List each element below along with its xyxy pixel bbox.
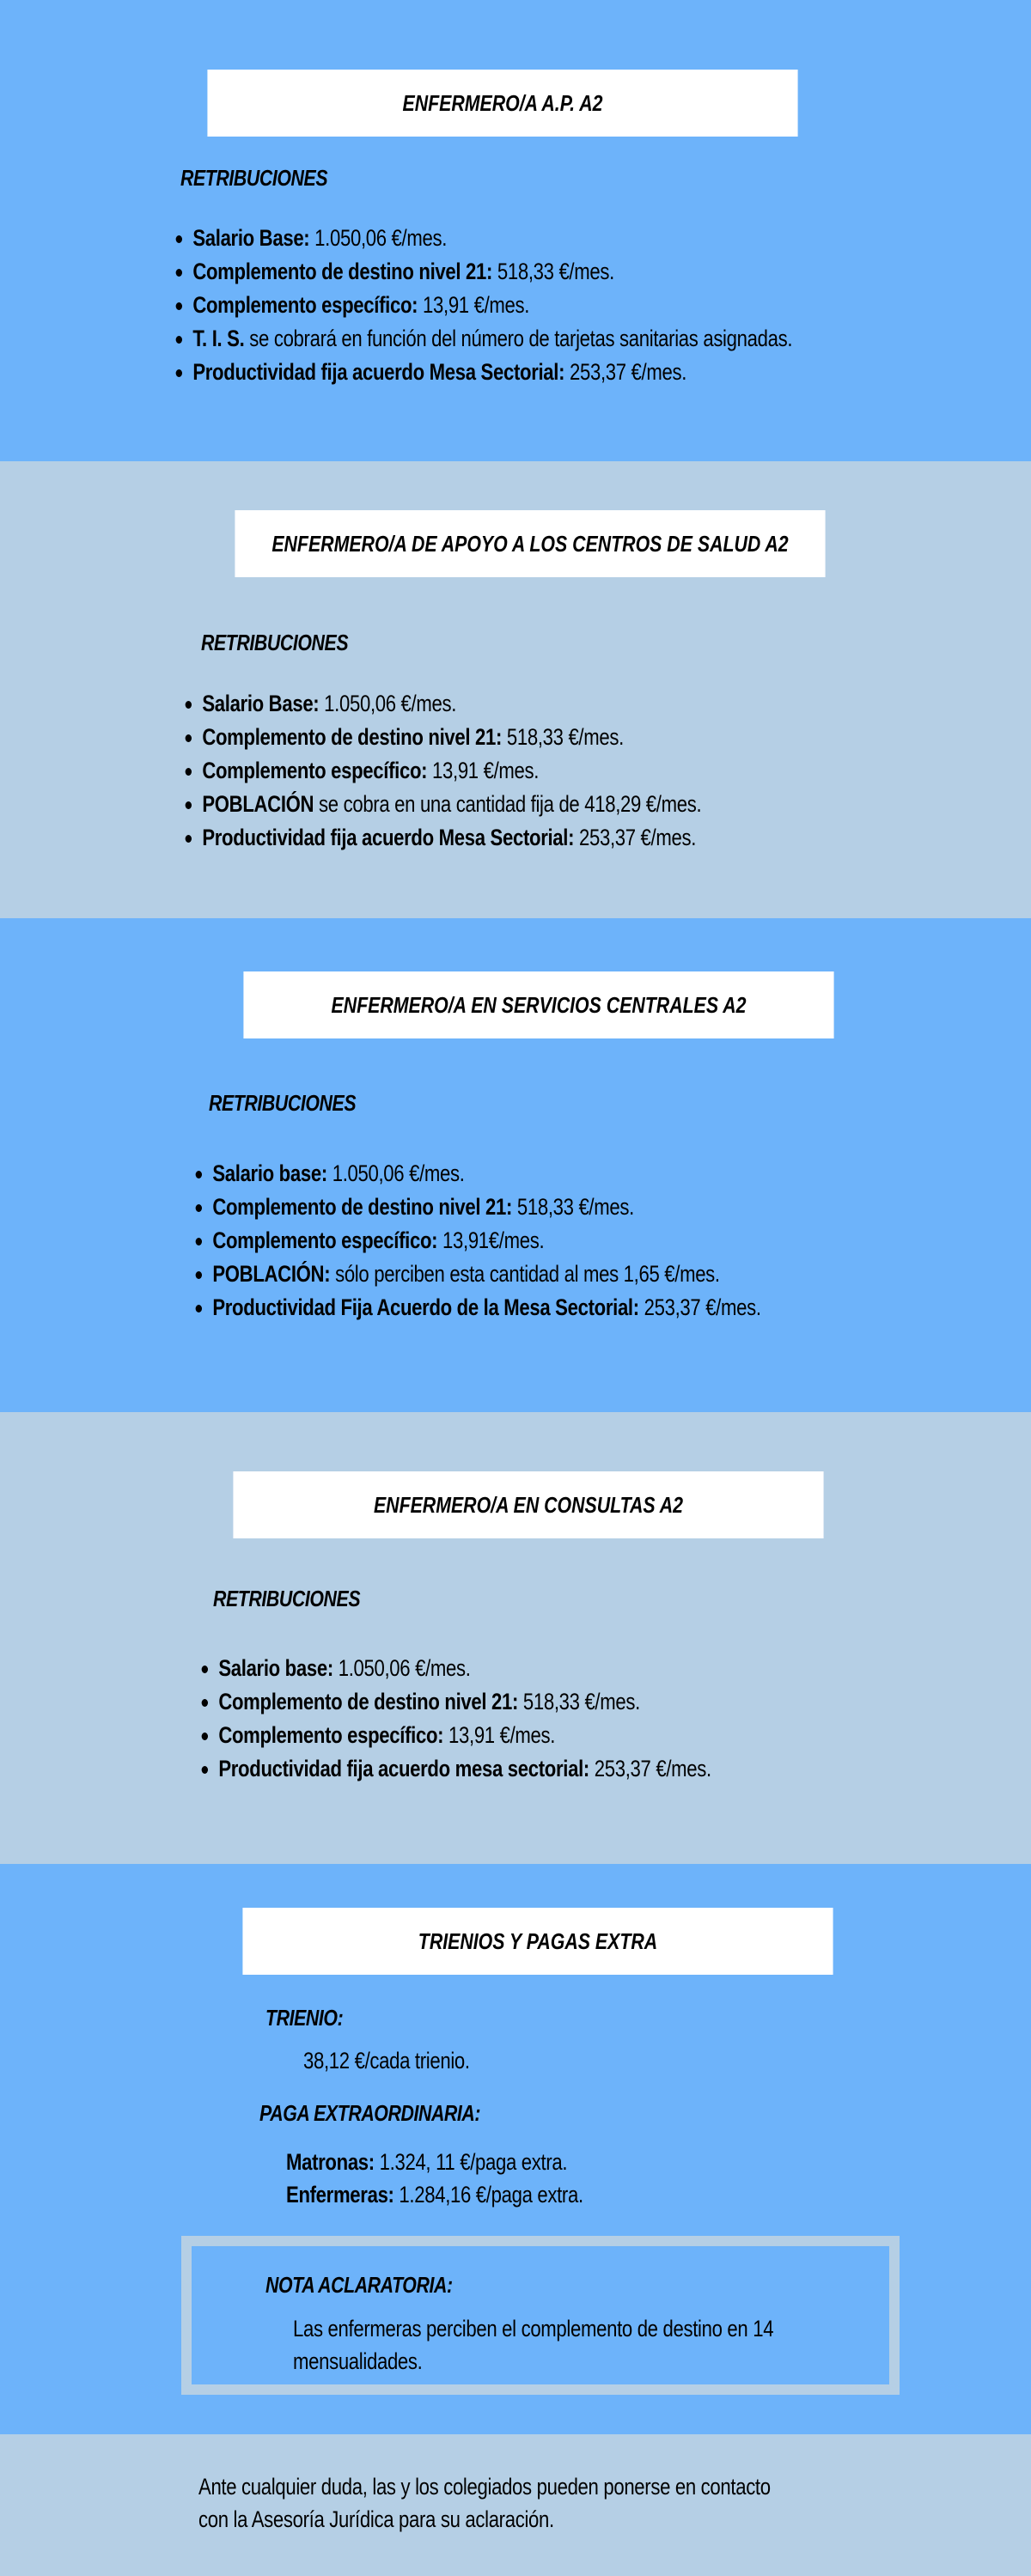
- list-item: Productividad fija acuerdo mesa sectorial: 253,37 €/mes.: [200, 1752, 711, 1786]
- list-item: Salario base: 1.050,06 €/mes.: [194, 1157, 761, 1191]
- section-title-box: [233, 1471, 823, 1538]
- paga-heading: PAGA EXTRAORDINARIA:: [259, 2100, 481, 2126]
- matronas-line: Matronas: 1.324, 11 €/paga extra.: [286, 2149, 568, 2175]
- note-line-2: mensualidades.: [293, 2348, 423, 2374]
- section-ap: [0, 0, 1031, 461]
- section-consultas: [0, 1412, 1031, 1864]
- section-servicios-centrales: [0, 918, 1031, 1412]
- section-title-box: [235, 510, 825, 577]
- footer-line-1: Ante cualquier duda, las y los colegiados pueden ponerse en contacto: [198, 2474, 771, 2500]
- retribuciones-list: [174, 222, 792, 389]
- list-item: Salario base: 1.050,06 €/mes.: [200, 1652, 711, 1685]
- section-title: ENFERMERO/A DE APOYO A LOS CENTROS DE SALUD A2: [271, 530, 789, 557]
- list-item: Complemento específico: 13,91 €/mes.: [200, 1719, 711, 1752]
- section-subtitle: RETRIBUCIONES: [180, 165, 328, 191]
- list-item: Complemento específico: 13,91€/mes.: [194, 1224, 761, 1258]
- list-item: Salario Base: 1.050,06 €/mes.: [184, 687, 701, 721]
- list-item: Productividad fija acuerdo Mesa Sectorial: 253,37 €/mes.: [174, 356, 792, 389]
- section-subtitle: RETRIBUCIONES: [201, 630, 349, 655]
- note-heading: NOTA ACLARATORIA:: [265, 2272, 453, 2298]
- section-title: ENFERMERO/A EN CONSULTAS A2: [373, 1491, 684, 1518]
- section-subtitle: RETRIBUCIONES: [213, 1586, 361, 1611]
- trienio-value: 38,12 €/cada trienio.: [303, 2048, 470, 2074]
- list-item: POBLACIÓN: sólo perciben esta cantidad al mes 1,65 €/mes.: [194, 1258, 761, 1291]
- list-item: POBLACIÓN se cobra en una cantidad fija de 418,29 €/mes.: [184, 788, 701, 821]
- list-item: T. I. S. se cobrará en función del número de tarjetas sanitarias asignadas.: [174, 322, 792, 356]
- list-item: Complemento específico: 13,91 €/mes.: [184, 754, 701, 788]
- trienio-heading: TRIENIO:: [265, 2005, 344, 2031]
- list-item: Complemento de destino nivel 21: 518,33 €/mes.: [184, 721, 701, 754]
- list-item: Complemento de destino nivel 21: 518,33 €/mes.: [194, 1191, 761, 1224]
- section-title: ENFERMERO/A EN SERVICIOS CENTRALES A2: [331, 991, 747, 1018]
- section-apoyo: [0, 461, 1031, 918]
- section-title: TRIENIOS Y PAGAS EXTRA: [418, 1927, 658, 1954]
- section-title-box: [207, 70, 797, 137]
- section-subtitle: RETRIBUCIONES: [209, 1090, 357, 1116]
- list-item: Salario Base: 1.050,06 €/mes.: [174, 222, 792, 255]
- retribuciones-list: [200, 1652, 711, 1786]
- list-item: Productividad Fija Acuerdo de la Mesa Sectorial: 253,37 €/mes.: [194, 1291, 761, 1325]
- retribuciones-list: [194, 1157, 761, 1325]
- section-title: ENFERMERO/A A.P. A2: [402, 89, 603, 116]
- footer-line-2: con la Asesoría Jurídica para su aclaración.: [198, 2506, 554, 2532]
- list-item: Complemento específico: 13,91 €/mes.: [174, 289, 792, 322]
- note-line-1: Las enfermeras perciben el complemento de destino en 14: [293, 2316, 774, 2342]
- list-item: Productividad fija acuerdo Mesa Sectorial: 253,37 €/mes.: [184, 821, 701, 855]
- list-item: Complemento de destino nivel 21: 518,33 €/mes.: [200, 1685, 711, 1719]
- enfermeras-line: Enfermeras: 1.284,16 €/paga extra.: [286, 2182, 583, 2208]
- footer: [0, 2434, 1031, 2576]
- section-title-box: [242, 1908, 833, 1975]
- section-title-box: [243, 971, 833, 1038]
- list-item: Complemento de destino nivel 21: 518,33 €/mes.: [174, 255, 792, 289]
- section-trienios: [0, 1864, 1031, 2434]
- retribuciones-list: [184, 687, 701, 855]
